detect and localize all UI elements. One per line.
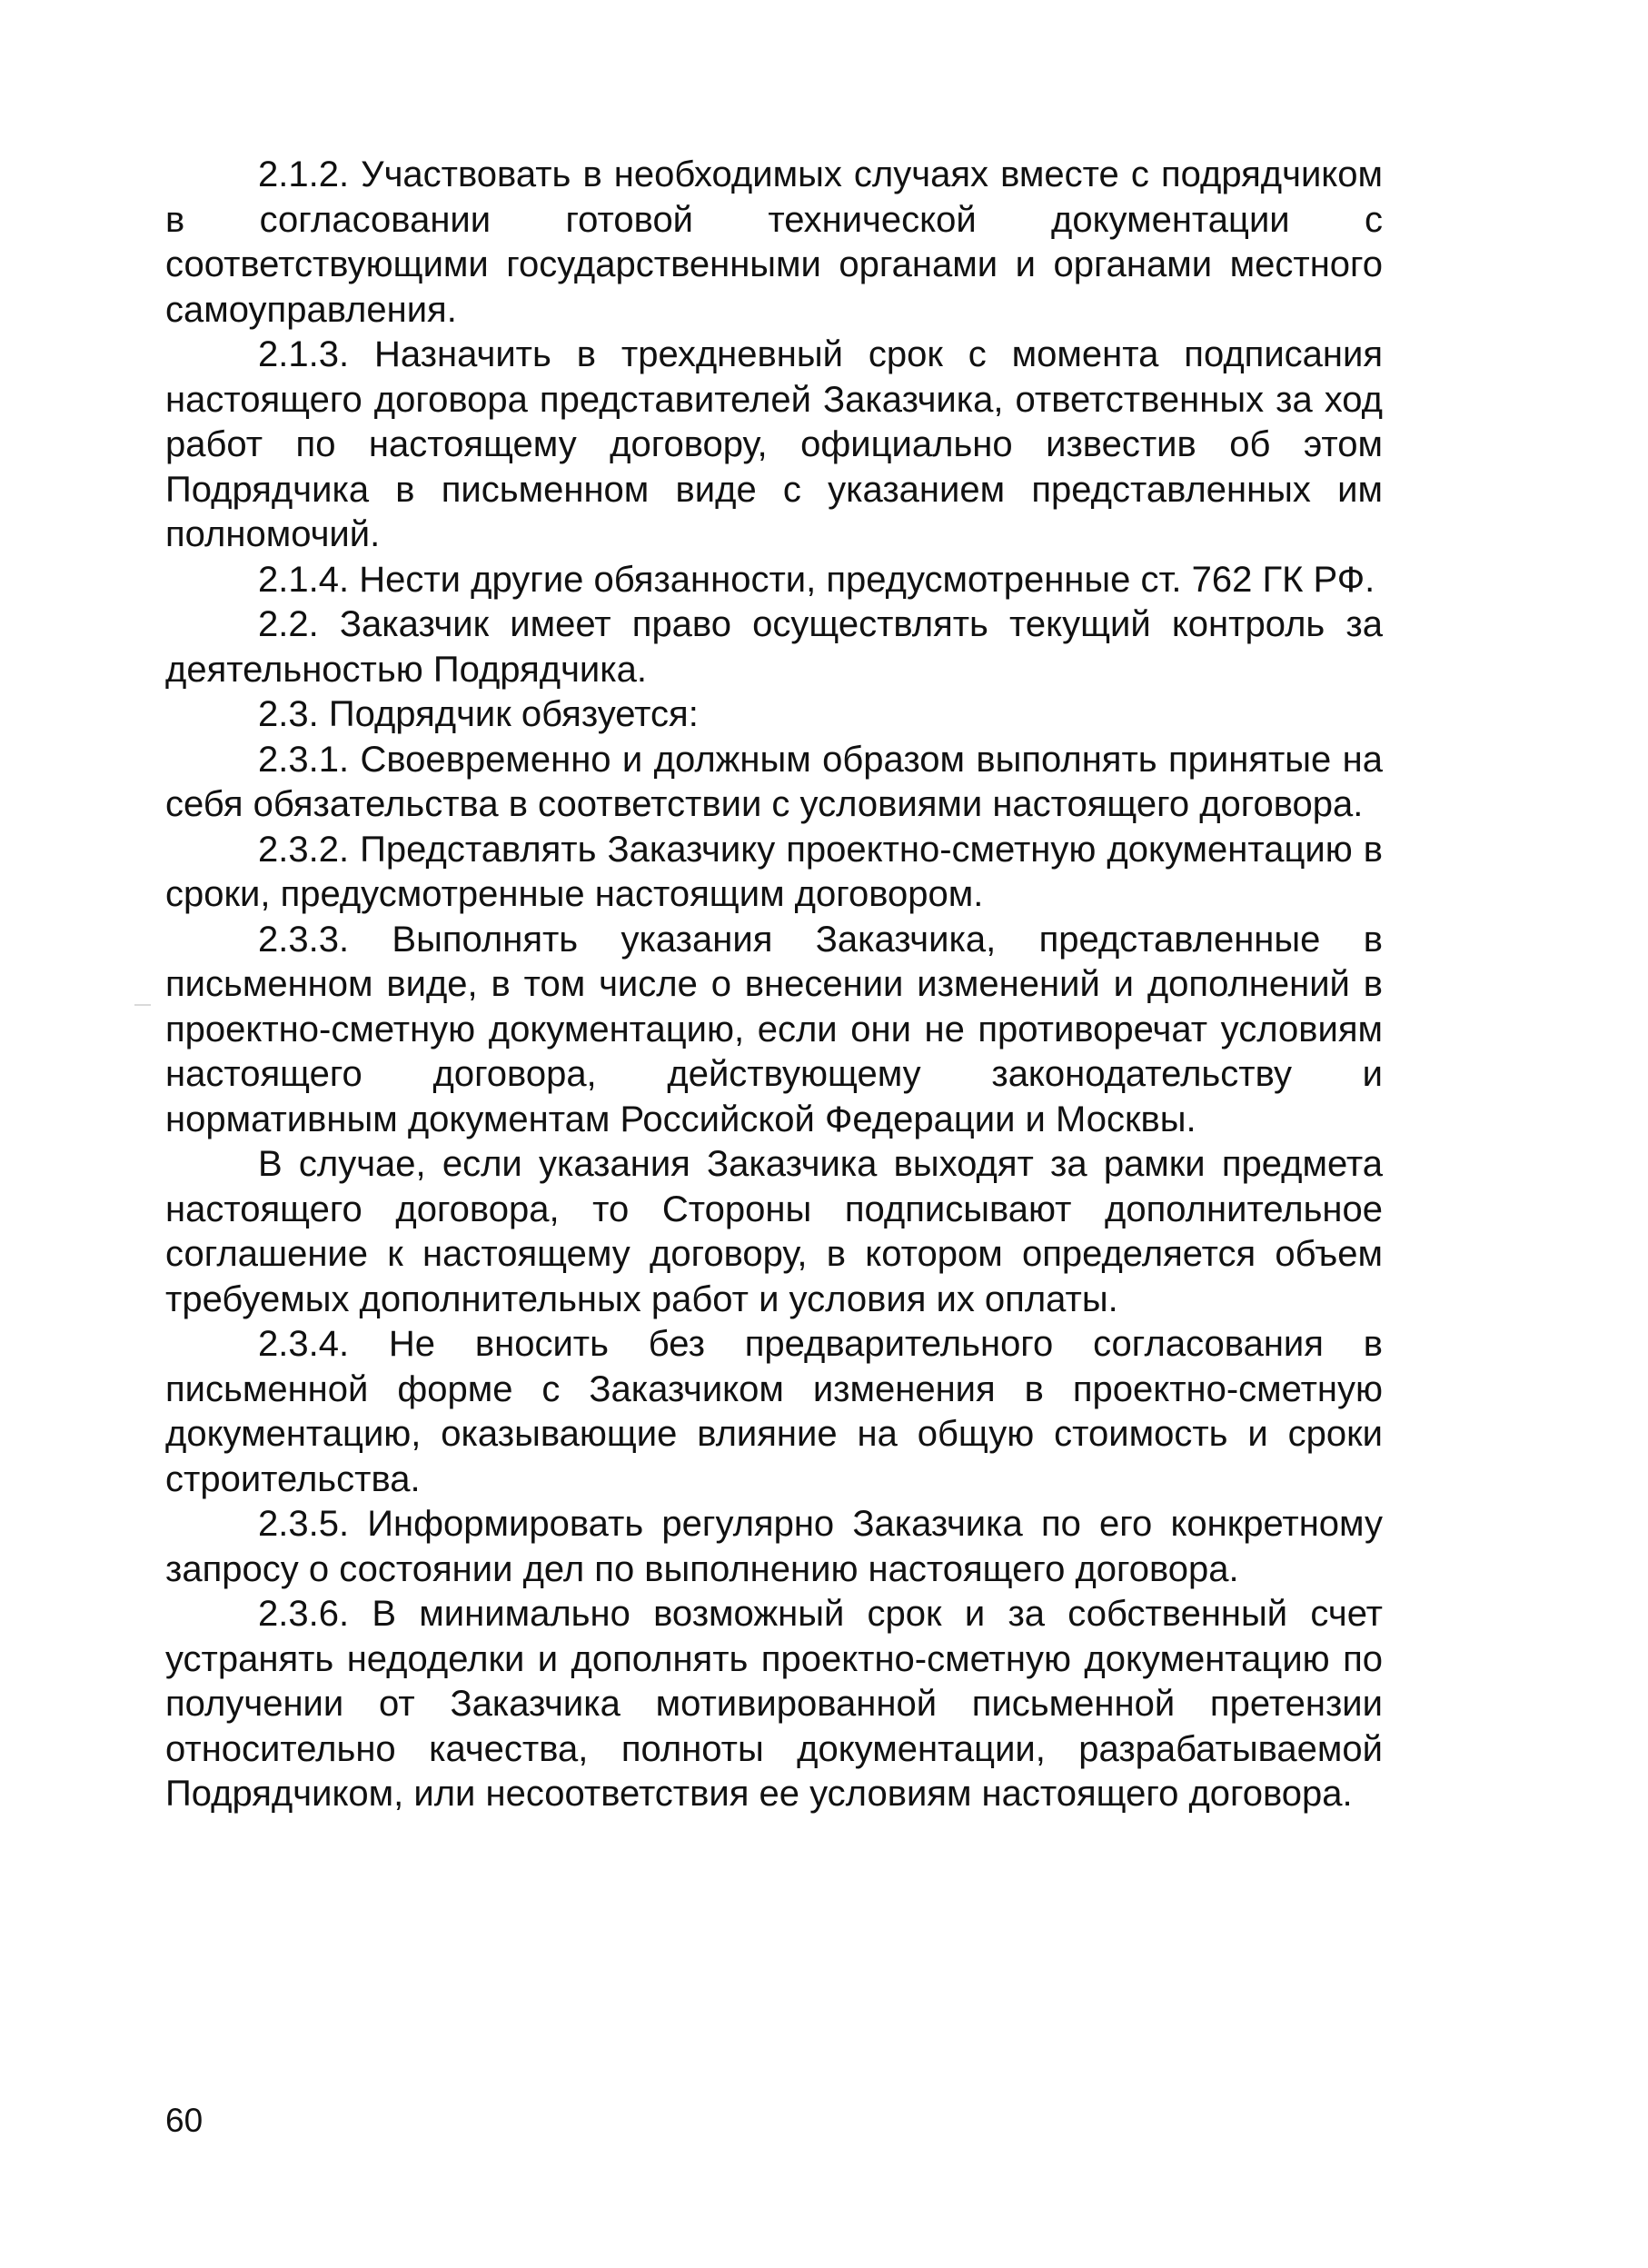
clause-2-3-6: 2.3.6. В минимально возможный срок и за собственный счет устранять недоделки и дополнять проектно-сметную документацию по получении от Заказчика мотивированной письменной претензии относительно качества, полноты документации, разрабатываемой Подрядчиком, или несоответствия ее условиям настоящего договора. <box>165 1594 1383 1814</box>
clause-2-1-4: 2.1.4. Нести другие обязанности, предусмотренные ст. 762 ГК РФ. <box>258 559 1375 600</box>
clause-2-3-5: 2.3.5. Информировать регулярно Заказчика по его конкретному запросу о состоянии дел по выполнению настоящего договора. <box>165 1504 1383 1589</box>
clause-2-3-3: 2.3.3. Выполнять указания Заказчика, представленные в письменном виде, в том числе о внесении изменений и дополнений в проектно-сметную документацию, если они не противоречат условиям настоящего договора, действующему законодательству и нормативным документам Российской Федерации и Москвы. <box>165 919 1383 1139</box>
clause-2-3-4: 2.3.4. Не вносить без предварительного согласования в письменной форме с Заказчиком изменения в проектно-сметную документацию, оказывающие влияние на общую стоимость и сроки строительства. <box>165 1324 1383 1499</box>
clause-2-3: 2.3. Подрядчик обязуется: <box>258 694 699 734</box>
page-number: 60 <box>165 2102 204 2139</box>
document-body <box>165 153 1383 1817</box>
clause-2-2: 2.2. Заказчик имеет право осуществлять текущий контроль за деятельностью Подрядчика. <box>165 604 1383 690</box>
clause-2-3-2: 2.3.2. Представлять Заказчику проектно-сметную документацию в сроки, предусмотренные настоящим договором. <box>165 829 1383 914</box>
clause-2-3-3-note: В случае, если указания Заказчика выходят за рамки предмета настоящего договора, то Стороны подписывают дополнительное соглашение к настоящему договору, в котором определяется объем требуемых дополнительных работ и условия их оплаты. <box>165 1144 1383 1319</box>
scan-artifact-mark <box>134 1004 151 1006</box>
clause-2-3-1: 2.3.1. Своевременно и должным образом выполнять принятые на себя обязательства в соответствии с условиями настоящего договора. <box>165 739 1383 824</box>
clause-2-1-3: 2.1.3. Назначить в трехдневный срок с момента подписания настоящего договора представителей Заказчика, ответственных за ход работ по настоящему договору, официально известив об этом Подрядчика в письменном виде с указанием представленных им полномочий. <box>165 334 1383 554</box>
clause-2-1-2: 2.1.2. Участвовать в необходимых случаях вместе с подрядчиком в согласовании готовой технической документации с соответствующими государственными органами и органами местного самоуправления. <box>165 154 1383 330</box>
